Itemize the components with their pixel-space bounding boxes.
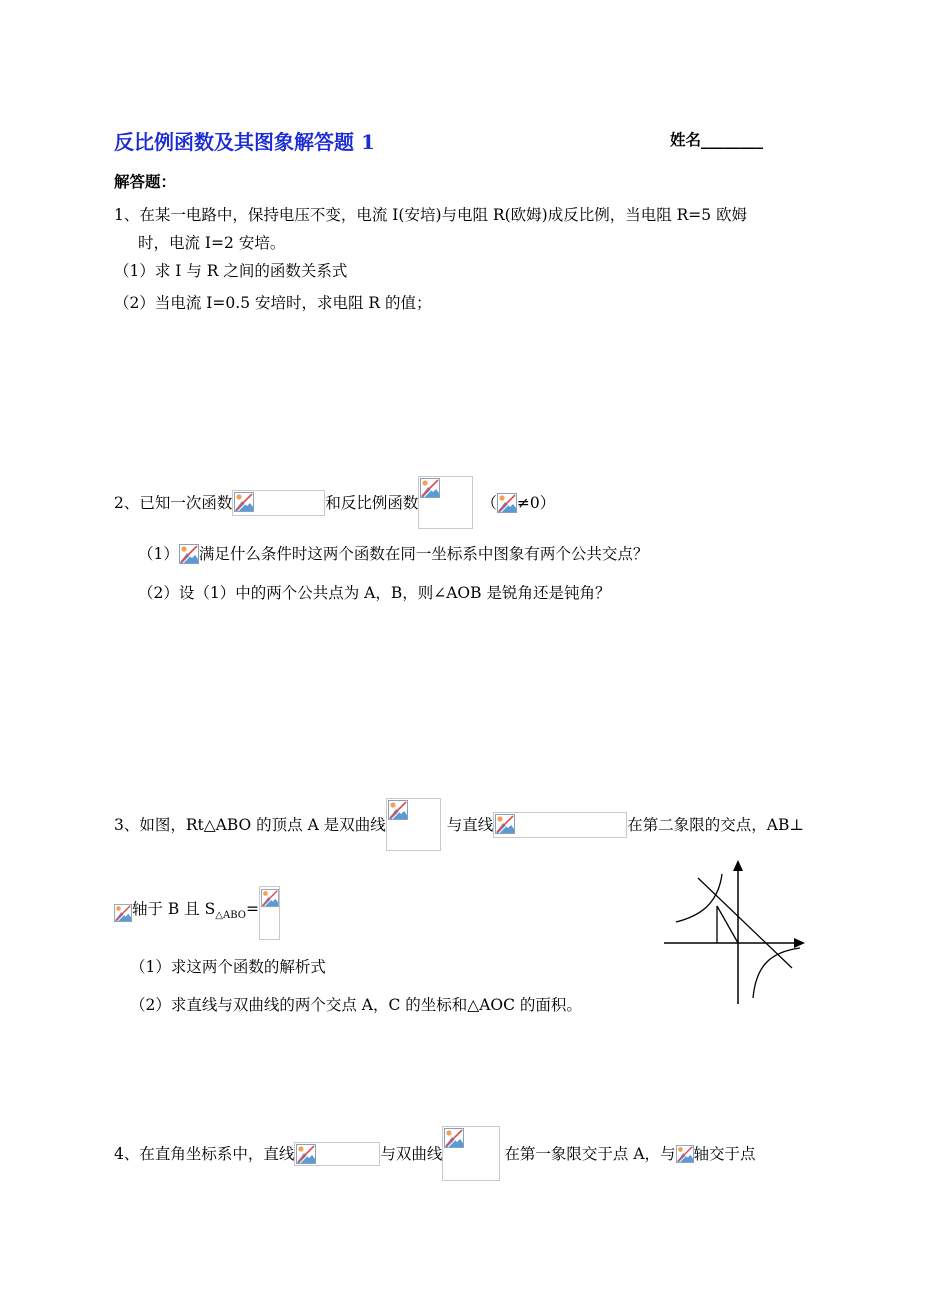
q4-line1 <box>114 1126 756 1182</box>
q1-sub1: （1）求 I 与 R 之间的函数关系式 <box>114 262 348 280</box>
q3-area-label: 轴于 B 且 S <box>132 900 216 919</box>
q3-line2 <box>114 886 280 942</box>
q2-lead: 2、已知一次函数 <box>114 493 233 512</box>
x-axis-arrow <box>794 938 805 948</box>
q2-sub1-text: 满足什么条件时这两个函数在同一坐标系中图象有两个公共交点？ <box>198 545 649 563</box>
q1-sub2: （2）当电流 I=0.5 安培时，求电阻 R 的值； <box>114 294 432 312</box>
q3-equals: = <box>245 900 259 919</box>
q1-line2: 时，电流 I=2 安培。 <box>138 234 286 252</box>
formula-image-inverse <box>418 476 473 529</box>
formula-image-hyperbola <box>442 1126 500 1181</box>
q2-cond-open: （ <box>481 493 497 512</box>
q3-line2-text <box>132 898 259 927</box>
y-axis-arrow <box>733 860 743 871</box>
q2-line1 <box>114 476 555 530</box>
broken-image-icon <box>495 814 515 834</box>
q3-line1 <box>114 798 804 852</box>
q3-tail: 在第二象限的交点，AB⊥ <box>627 815 804 834</box>
q4-tail-b: 轴交于点 <box>693 1144 756 1163</box>
broken-image-icon <box>676 1144 694 1164</box>
q3-figure <box>660 856 810 1006</box>
broken-image-icon <box>444 1128 464 1148</box>
q2-mid: 和反比例函数 <box>325 493 419 512</box>
hyperbola-branch-right <box>753 948 800 998</box>
q3-mid: 与直线 <box>446 815 494 834</box>
broken-image-icon <box>261 888 279 908</box>
q1-line1: 1、在某一电路中，保持电压不变，电流 I(安培)与电阻 R(欧姆)成反比例，当电阻 R=5 欧姆 <box>114 206 748 224</box>
name-field-label: 姓名________ <box>670 130 764 149</box>
broken-image-icon <box>497 493 517 513</box>
broken-image-icon <box>388 800 408 820</box>
broken-image-icon <box>234 492 254 512</box>
segment-ao <box>717 906 738 943</box>
hyperbola-branch-left <box>676 874 722 922</box>
q3-area-subscript: △ABO <box>215 910 246 922</box>
q4-mid: 与双曲线 <box>380 1144 443 1163</box>
q2-sub2: （2）设（1）中的两个公共点为 A，B，则∠AOB 是锐角还是钝角？ <box>138 584 611 602</box>
q3-sub1: （1）求这两个函数的解析式 <box>130 958 326 976</box>
formula-image-line <box>493 812 627 838</box>
q2-cond-close: ≠0） <box>516 493 556 512</box>
broken-image-icon <box>420 478 440 498</box>
q2-sub1-number: （1） <box>138 545 179 563</box>
q3-lead: 3、如图，Rt△ABO 的顶点 A 是双曲线 <box>114 815 386 834</box>
section-label: 解答题： <box>114 172 177 191</box>
broken-image-icon <box>179 544 199 564</box>
page-title: 反比例函数及其图象解答题 1 <box>114 130 375 154</box>
formula-image-hyperbola <box>386 798 441 851</box>
formula-image-linear <box>232 490 325 516</box>
broken-image-icon <box>296 1144 316 1164</box>
formula-image-line <box>294 1142 380 1166</box>
q3-sub2: （2）求直线与双曲线的两个交点 A，C 的坐标和△AOC 的面积。 <box>130 996 582 1014</box>
q4-tail-a: 在第一象限交于点 A，与 <box>504 1144 676 1163</box>
broken-image-icon <box>114 903 132 923</box>
straight-line <box>698 878 792 968</box>
q2-sub1-line <box>138 542 648 565</box>
formula-image-area <box>259 886 280 940</box>
q4-lead: 4、在直角坐标系中，直线 <box>114 1144 295 1163</box>
